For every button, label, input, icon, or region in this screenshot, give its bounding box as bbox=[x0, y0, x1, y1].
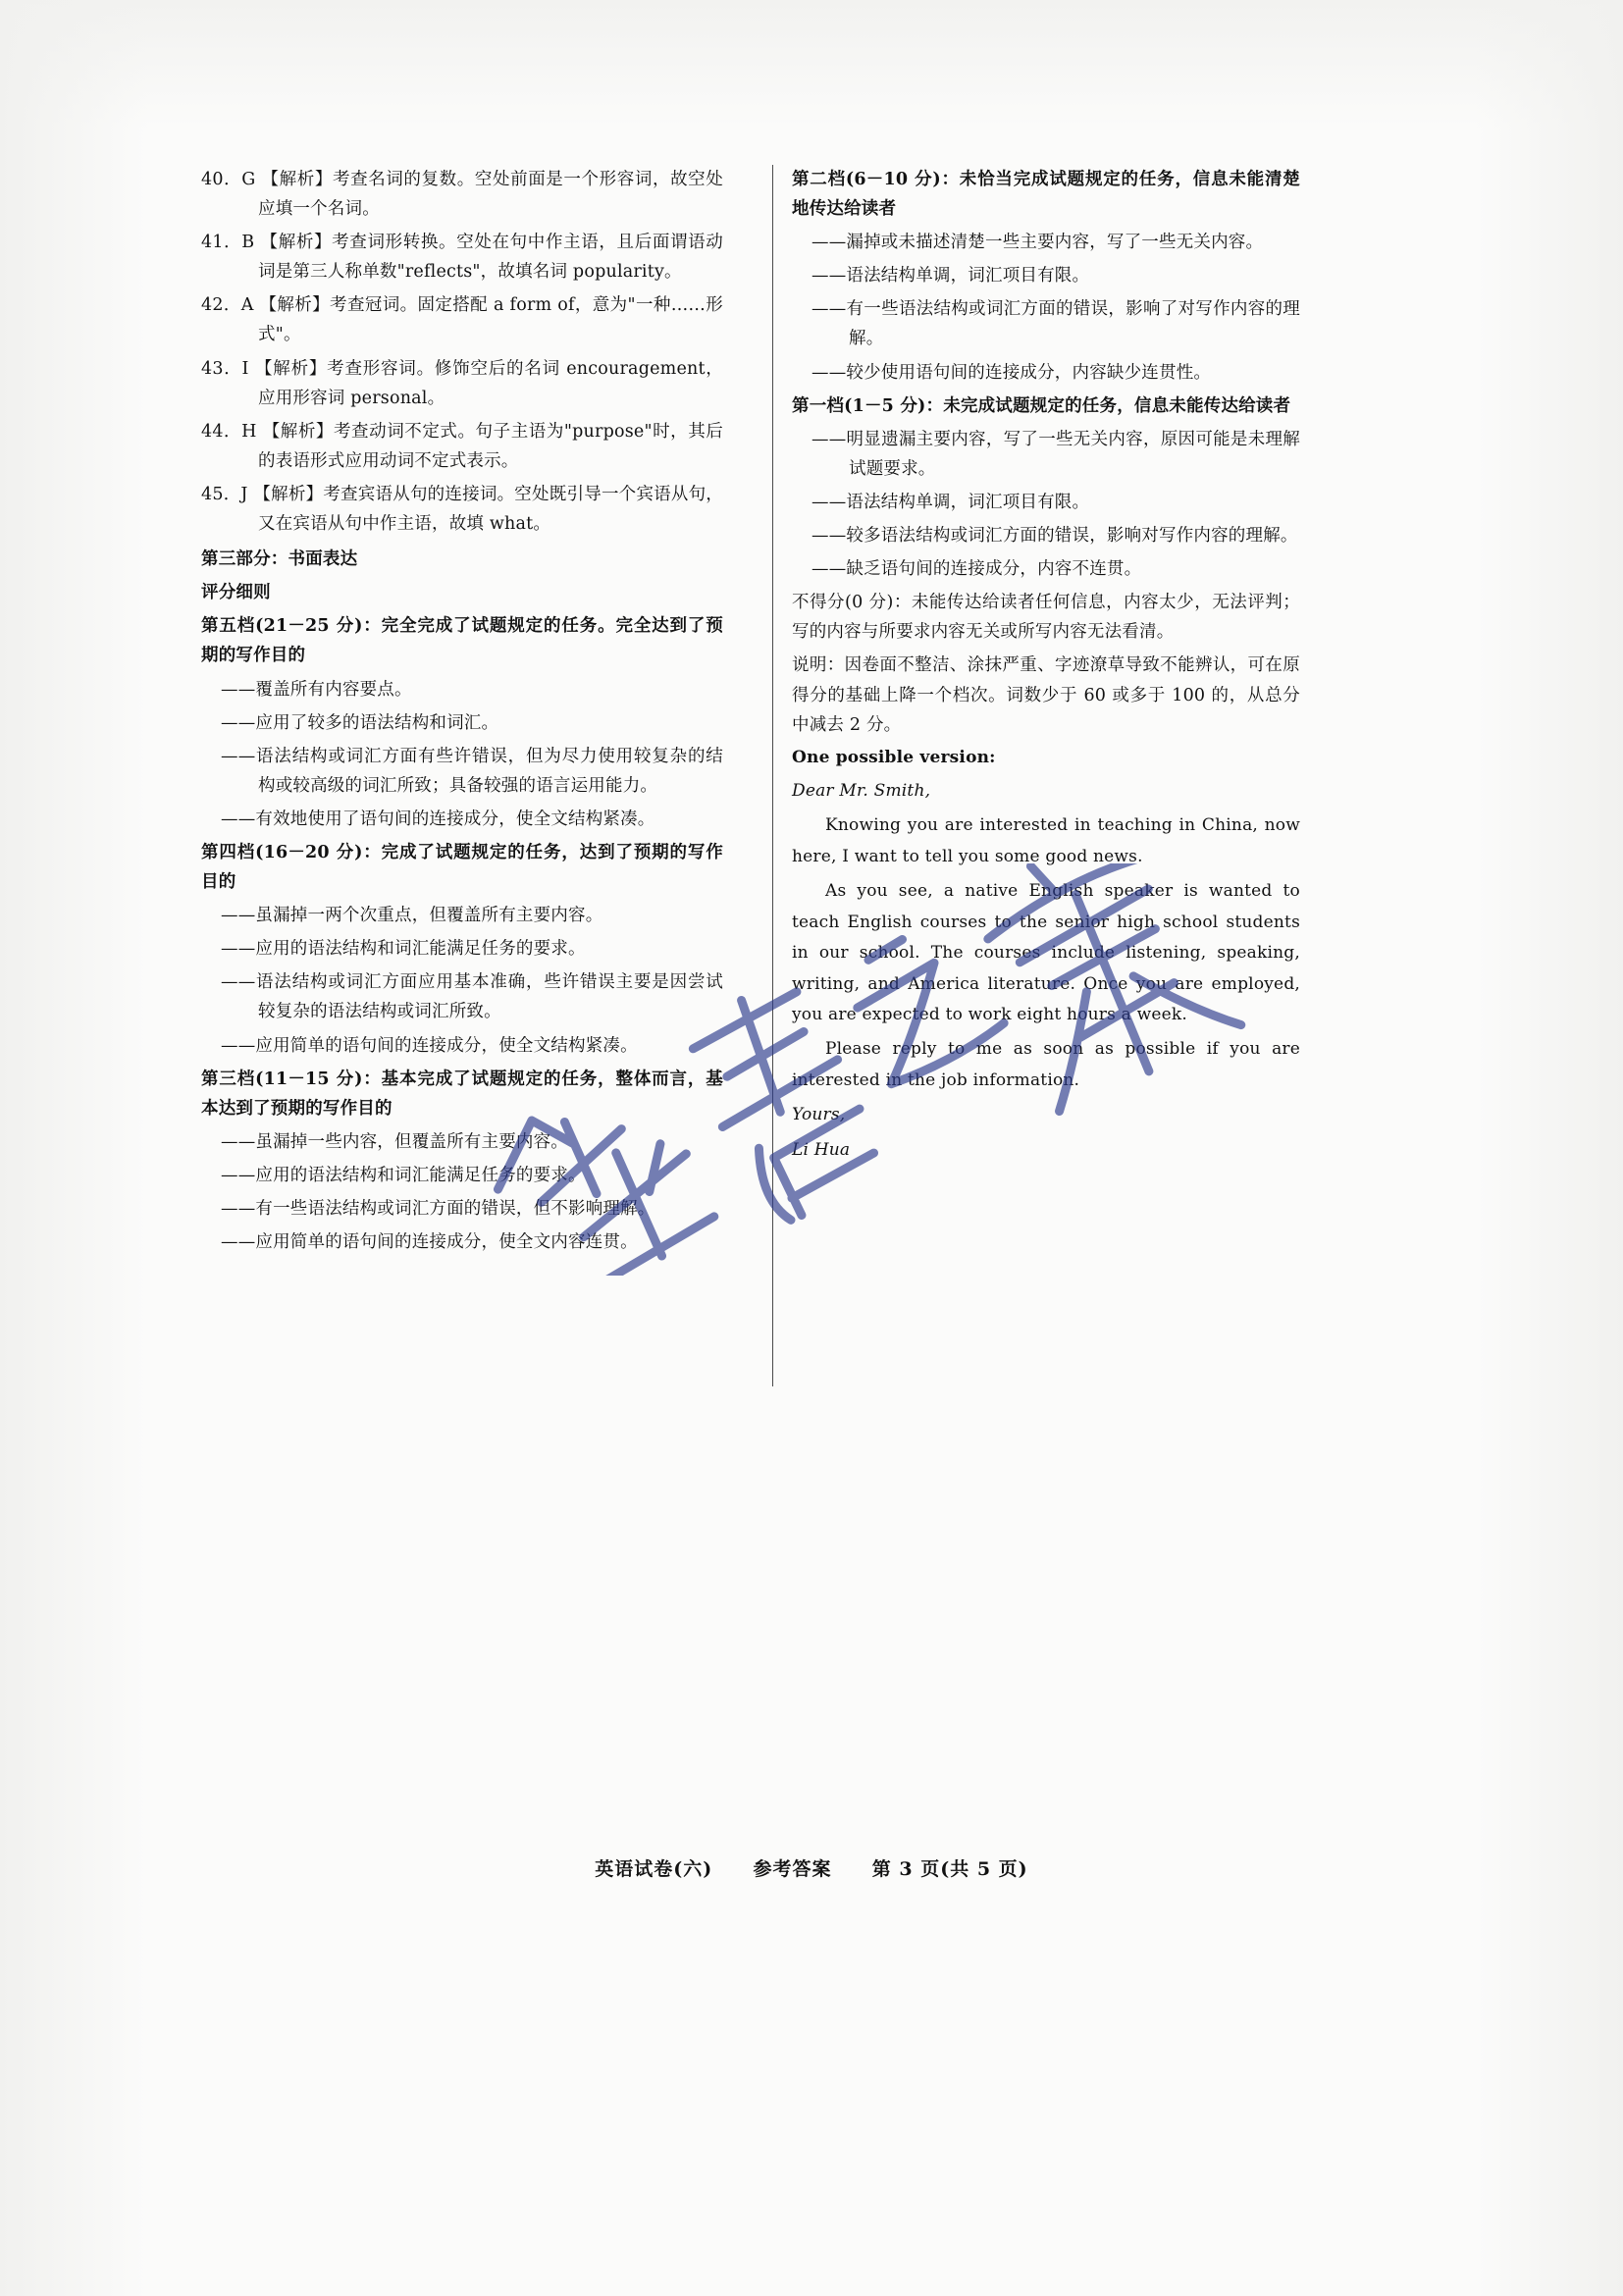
page-footer bbox=[0, 1854, 1623, 1881]
rubric-level-head: 第五档(21－25 分)：完全完成了试题规定的任务。完全达到了预期的写作目的 bbox=[201, 616, 723, 666]
right-column bbox=[751, 165, 1300, 1261]
rubric-level-item: ——漏掉或未描述清楚一些主要内容，写了一些无关内容。 bbox=[812, 233, 1264, 253]
footer-page-number: 第 3 页(共 5 页) bbox=[871, 1858, 1028, 1880]
rubric-title: 评分细则 bbox=[201, 583, 271, 603]
answer-item: 43．I 【解析】考查形容词。修饰空后的名词 encouragement，应用形容词 personal。 bbox=[201, 358, 723, 408]
left-column bbox=[201, 165, 751, 1261]
rubric-level-item: ——覆盖所有内容要点。 bbox=[221, 679, 412, 700]
two-column-layout bbox=[201, 165, 1423, 1261]
answer-item: 45．J 【解析】考查宾语从句的连接词。空处既引导一个宾语从句，又在宾语从句中作主语，故填 what。 bbox=[201, 484, 723, 535]
scoring-note: 说明：因卷面不整洁、涂抹严重、字迹潦草导致不能辨认，可在原得分的基础上降一个档次。词数少于 60 或多于 100 的，从总分中减去 2 分。 bbox=[792, 655, 1300, 735]
rubric-level-item: ——应用简单的语句间的连接成分，使全文内容连贯。 bbox=[221, 1232, 638, 1253]
sample-letter bbox=[792, 776, 1300, 1166]
answer-item: 44．H 【解析】考查动词不定式。句子主语为"purpose"时，其后的表语形式应用动词不定式表示。 bbox=[201, 421, 723, 471]
rubric-level-head: 第四档(16－20 分)：完成了试题规定的任务，达到了预期的写作目的 bbox=[201, 842, 723, 893]
rubric-level-item: ——较少使用语句间的连接成分，内容缺少连贯性。 bbox=[812, 362, 1212, 383]
answer-item: 40．G 【解析】考查名词的复数。空处前面是一个形容词，故空处应填一个名词。 bbox=[201, 170, 723, 220]
rubric-level-item: ——应用的语法结构和词汇能满足任务的要求。 bbox=[221, 939, 586, 960]
part-title: 第三部分：书面表达 bbox=[201, 549, 358, 570]
rubric-level-item: ——缺乏语句间的连接成分，内容不连贯。 bbox=[812, 559, 1142, 580]
answer-item: 42．A 【解析】考查冠词。固定搭配 a form of，意为"一种……形式"。 bbox=[201, 295, 723, 345]
rubric-level-head: 第二档(6－10 分)：未恰当完成试题规定的任务，信息未能清楚地传达给读者 bbox=[792, 170, 1300, 220]
footer-type: 参考答案 bbox=[753, 1858, 832, 1880]
scan-edge-left bbox=[0, 0, 147, 2296]
letter-signature: Li Hua bbox=[792, 1139, 851, 1160]
letter-salutation: Dear Mr. Smith, bbox=[792, 780, 931, 801]
rubric-level-item: ——语法结构单调，词汇项目有限。 bbox=[812, 266, 1090, 287]
rubric-level-item: ——应用的语法结构和词汇能满足任务的要求。 bbox=[221, 1165, 586, 1185]
answer-item: 41．B 【解析】考查词形转换。空处在句中作主语，且后面谓语动词是第三人称单数"reflects"，故填名词 popularity。 bbox=[201, 233, 723, 283]
rubric-level-item: ——有一些语法结构或词汇方面的错误，但不影响理解。 bbox=[221, 1199, 655, 1219]
footer-subject: 英语试卷(六) bbox=[595, 1858, 713, 1880]
column-divider bbox=[772, 165, 773, 1386]
rubric-level-head: 第三档(11－15 分)：基本完成了试题规定的任务，整体而言，基本达到了预期的写作目的 bbox=[201, 1069, 723, 1119]
letter-paragraph: As you see, a native English speaker is wanted to teach English courses to the senior high school students in our school. The courses include listening, speaking, writing, and America literature. Once you are employed, you are expected to work eight hours a week. bbox=[792, 881, 1300, 1024]
rubric-level-item: ——虽漏掉一些内容，但覆盖所有主要内容。 bbox=[221, 1131, 568, 1152]
rubric-level-item: ——语法结构或词汇方面应用基本准确，些许错误主要是因尝试较复杂的语法结构或词汇所致。 bbox=[221, 972, 723, 1022]
rubric-level-item: ——明显遗漏主要内容，写了一些无关内容，原因可能是未理解试题要求。 bbox=[812, 429, 1300, 479]
scan-edge-top bbox=[0, 0, 1623, 128]
rubric-level-item: ——虽漏掉一两个次重点，但覆盖所有主要内容。 bbox=[221, 906, 603, 926]
letter-closing: Yours, bbox=[792, 1105, 846, 1125]
rubric-level-item: ——应用了较多的语法结构和词汇。 bbox=[221, 712, 499, 733]
scan-edge-right bbox=[1476, 0, 1623, 2296]
page-content bbox=[201, 165, 1423, 1261]
rubric-level-head: 第一档(1－5 分)：未完成试题规定的任务，信息未能传达给读者 bbox=[792, 395, 1291, 416]
rubric-level-item: ——语法结构单调，词汇项目有限。 bbox=[812, 492, 1090, 512]
rubric-level-item: ——语法结构或词汇方面有些许错误，但为尽力使用较复杂的结构或较高级的词汇所致；具备较强的语言运用能力。 bbox=[221, 746, 723, 796]
letter-paragraph: Knowing you are interested in teaching in China, now here, I want to tell you some good news. bbox=[792, 815, 1300, 866]
zero-score-note: 不得分(0 分)：未能传达给读者任何信息，内容太少，无法评判；写的内容与所要求内容无关或所写内容无法看清。 bbox=[792, 593, 1300, 643]
letter-paragraph: Please reply to me as soon as possible if you are interested in the job information. bbox=[792, 1039, 1300, 1090]
possible-version-title: One possible version: bbox=[792, 747, 996, 767]
rubric-level-item: ——有一些语法结构或词汇方面的错误，影响了对写作内容的理解。 bbox=[812, 299, 1300, 349]
rubric-level-item: ——较多语法结构或词汇方面的错误，影响对写作内容的理解。 bbox=[812, 526, 1298, 547]
rubric-level-item: ——应用简单的语句间的连接成分，使全文结构紧凑。 bbox=[221, 1035, 638, 1056]
rubric-level-item: ——有效地使用了语句间的连接成分，使全文结构紧凑。 bbox=[221, 809, 655, 829]
